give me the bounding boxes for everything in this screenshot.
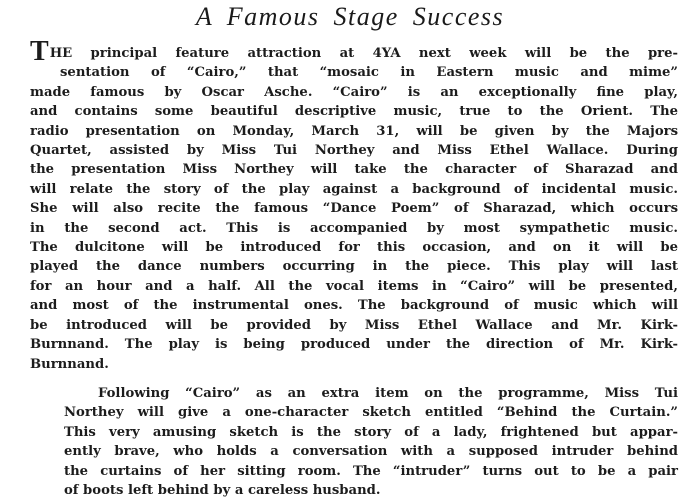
paragraph-2-line: and most of the instrumental ones. The background of music which will (30, 298, 678, 314)
paragraph-1-line: will relate the story of the play against a background of incidental music. (30, 181, 678, 197)
paragraph-1-line: Quartet, assisted by Miss Tui Northey and Miss Ethel Wallace. During (30, 143, 678, 159)
paragraph-2-line: The dulcitone will be introduced for this occasion, and on it will be (30, 240, 678, 256)
paragraph-2-line: in the second act. This is accompanied by most sympathetic music. (30, 220, 678, 236)
paragraph-3-line: of boots left behind by a careless husband. (64, 482, 381, 498)
drop-cap: T (30, 36, 49, 67)
paragraph-2-line: be introduced will be provided by Miss Ethel Wallace and Mr. Kirk- (30, 317, 678, 333)
paragraph-2 (30, 199, 678, 374)
article-title: A Famous Stage Success (195, 2, 505, 31)
article-body (30, 36, 678, 500)
paragraph-2-line: played the dance numbers occurring in the piece. This play will last (30, 259, 678, 275)
paragraph-3-line: the curtains of her sitting room. The “intruder” turns out to be a pair (64, 463, 678, 479)
paragraph-3-line: Following “Cairo” as an extra item on the programme, Miss Tui (98, 385, 678, 401)
paragraph-1-line (30, 36, 678, 67)
paragraph-2-line: Burnnand. The play is being produced under the direction of Mr. Kirk- (30, 337, 678, 353)
paragraph-1-line: made famous by Oscar Asche. “Cairo” is an exceptionally fine play, (30, 84, 678, 100)
paragraph-1-line: sentation of “Cairo,” that “mosaic in Eastern music and mime” (60, 65, 678, 81)
paragraph-1-line: radio presentation on Monday, March 31, will be given by the Majors (30, 123, 678, 139)
paragraph-2-line: for an hour and a half. All the vocal items in “Cairo” will be presented, (30, 278, 678, 294)
paragraph-2-line: She will also recite the famous “Dance Poem” of Sharazad, which occurs (30, 201, 678, 217)
paragraph-1-line-text: HE principal feature attraction at 4YA next week will be the pre- (49, 46, 678, 61)
paragraph-1-line: and contains some beautiful descriptive music, true to the Orient. The (30, 104, 678, 120)
paragraph-3-line: This very amusing sketch is the story of a lady, frightened but appar- (64, 424, 678, 440)
paragraph-1 (30, 36, 678, 199)
paragraph-3-line: Northey will give a one-character sketch entitled “Behind the Curtain.” (64, 405, 678, 421)
paragraph-3 (30, 384, 678, 500)
paragraph-1-line: the presentation Miss Northey will take the character of Sharazad and (30, 162, 678, 178)
paragraph-2-line: Burnnand. (30, 356, 109, 372)
paragraph-3-line: ently brave, who holds a conversation with a supposed intruder behind (64, 444, 678, 460)
